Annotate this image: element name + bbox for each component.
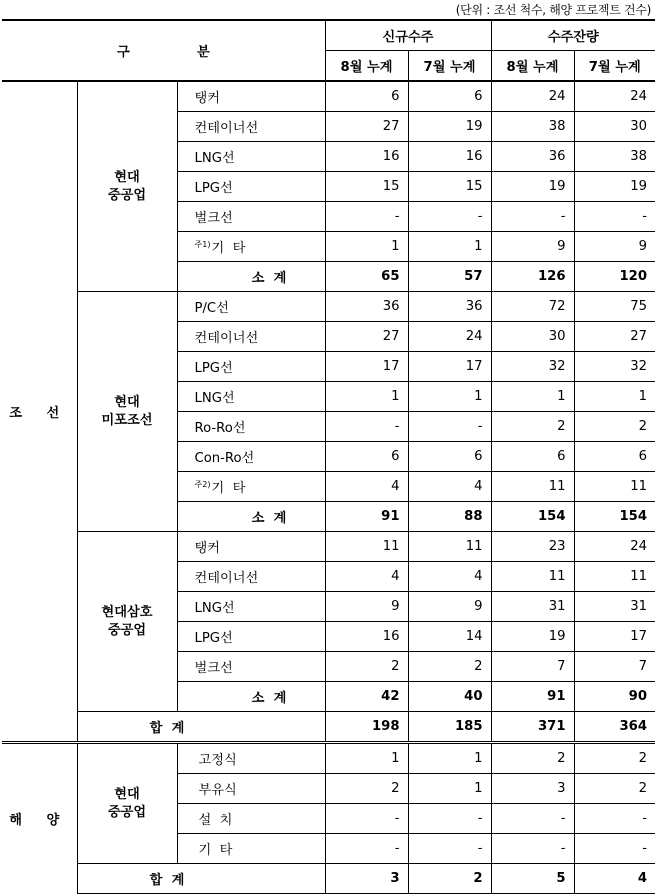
ship-type: [177, 532, 325, 562]
section-label: 조 선: [9, 406, 70, 421]
cell-new-aug: 6: [325, 81, 408, 112]
company-name: 현대 중공업: [77, 743, 177, 864]
table-row: [2, 532, 655, 562]
ship-type-label: P/C선: [194, 301, 229, 316]
cell-bl-aug: 11: [491, 562, 574, 592]
cell-new-jul: 1: [408, 232, 491, 262]
cell-new-aug: 15: [325, 172, 408, 202]
cell-new-aug: 3: [325, 864, 408, 894]
order-status-table: [2, 19, 655, 894]
ship-type: [177, 202, 325, 232]
cell-bl-jul: 90: [574, 682, 655, 712]
cell-new-jul: 9: [408, 592, 491, 622]
cell-bl-jul: 2: [574, 743, 655, 774]
cell-new-aug: 17: [325, 352, 408, 382]
cell-bl-aug: 24: [491, 81, 574, 112]
cell-bl-aug: -: [491, 834, 574, 864]
cell-bl-aug: 23: [491, 532, 574, 562]
total-row: [2, 712, 655, 743]
subtotal-text: 소 계: [251, 271, 287, 286]
ship-type: [177, 472, 325, 502]
cell-bl-aug: 5: [491, 864, 574, 894]
cell-new-aug: 1: [325, 382, 408, 412]
cell-new-jul: -: [408, 412, 491, 442]
cell-bl-jul: 1: [574, 382, 655, 412]
company-name: 현대 미포조선: [77, 292, 177, 532]
cell-bl-jul: 27: [574, 322, 655, 352]
cell-new-jul: 6: [408, 442, 491, 472]
section-shipbuilding: [2, 81, 77, 743]
cell-bl-aug: 36: [491, 142, 574, 172]
cell-bl-aug: 6: [491, 442, 574, 472]
ship-type: [177, 322, 325, 352]
cell-bl-jul: 17: [574, 622, 655, 652]
ship-type-label: Ro-Ro선: [194, 421, 246, 436]
company-name: 현대삼호 중공업: [77, 532, 177, 712]
cell-bl-aug: 19: [491, 172, 574, 202]
ship-type-label: 컨테이너선: [194, 331, 259, 346]
cell-new-aug: 27: [325, 322, 408, 352]
cell-bl-jul: 32: [574, 352, 655, 382]
cell-new-jul: 88: [408, 502, 491, 532]
header-new-aug: 8월 누계: [325, 51, 408, 82]
ship-type-label: LPG선: [194, 631, 233, 646]
ship-type: [177, 112, 325, 142]
cell-bl-aug: 2: [491, 412, 574, 442]
header-new-jul: 7월 누계: [408, 51, 491, 82]
cell-bl-aug: -: [491, 202, 574, 232]
total-label: [77, 712, 325, 743]
cell-new-jul: 185: [408, 712, 491, 743]
cell-bl-aug: 371: [491, 712, 574, 743]
total-row: [2, 864, 655, 894]
cell-bl-jul: 75: [574, 292, 655, 322]
ship-type-label: 기 타: [211, 241, 246, 256]
cell-new-aug: -: [325, 202, 408, 232]
cell-new-aug: -: [325, 412, 408, 442]
ship-type-label: 기 타: [211, 481, 246, 496]
cell-bl-jul: -: [574, 804, 655, 834]
cell-bl-aug: 32: [491, 352, 574, 382]
subtotal-label: [177, 502, 325, 532]
project-type: [177, 804, 325, 834]
cell-new-aug: 2: [325, 652, 408, 682]
header-category: [2, 20, 325, 81]
ship-type: [177, 442, 325, 472]
footnote-mark: 주1): [194, 240, 211, 249]
cell-new-jul: 36: [408, 292, 491, 322]
ship-type: [177, 592, 325, 622]
project-type-label: 설 치: [198, 813, 233, 828]
cell-new-aug: 4: [325, 562, 408, 592]
header-backlog: 수주잔량: [491, 20, 655, 51]
cell-new-aug: -: [325, 834, 408, 864]
cell-new-aug: 6: [325, 442, 408, 472]
subtotal-text: 소 계: [251, 511, 287, 526]
cell-new-jul: -: [408, 804, 491, 834]
section-offshore: [2, 743, 77, 894]
cell-new-jul: 24: [408, 322, 491, 352]
footnote-mark: 주2): [194, 480, 211, 489]
project-type: [177, 774, 325, 804]
cell-new-jul: -: [408, 202, 491, 232]
cell-bl-aug: 1: [491, 382, 574, 412]
cell-new-aug: 91: [325, 502, 408, 532]
ship-type-label: 벌크선: [194, 211, 233, 226]
cell-bl-aug: 11: [491, 472, 574, 502]
cell-new-jul: 2: [408, 864, 491, 894]
table-row: [2, 743, 655, 774]
cell-new-aug: 198: [325, 712, 408, 743]
cell-bl-jul: 6: [574, 442, 655, 472]
ship-type-label: LNG선: [194, 151, 235, 166]
ship-type-label: 탱커: [194, 541, 220, 556]
cell-new-aug: 9: [325, 592, 408, 622]
ship-type: [177, 652, 325, 682]
header-category-b: 분: [197, 45, 210, 60]
cell-bl-jul: 120: [574, 262, 655, 292]
cell-new-aug: 1: [325, 743, 408, 774]
cell-bl-jul: 4: [574, 864, 655, 894]
section-label: 해 양: [9, 813, 70, 829]
cell-bl-jul: 11: [574, 472, 655, 502]
ship-type-label: LPG선: [194, 181, 233, 196]
ship-type: [177, 622, 325, 652]
cell-new-aug: 65: [325, 262, 408, 292]
ship-type: [177, 562, 325, 592]
cell-new-jul: 2: [408, 652, 491, 682]
cell-new-jul: 4: [408, 562, 491, 592]
cell-bl-aug: 7: [491, 652, 574, 682]
ship-type-label: LPG선: [194, 361, 233, 376]
total-label: [77, 864, 325, 894]
cell-bl-jul: 11: [574, 562, 655, 592]
ship-type-label: Con-Ro선: [194, 451, 255, 466]
ship-type: [177, 81, 325, 112]
cell-new-aug: 11: [325, 532, 408, 562]
project-type-label: 고정식: [198, 753, 237, 768]
table-row: [2, 81, 655, 112]
ship-type: [177, 292, 325, 322]
cell-bl-aug: 31: [491, 592, 574, 622]
cell-bl-jul: 9: [574, 232, 655, 262]
cell-bl-jul: -: [574, 202, 655, 232]
cell-new-jul: 1: [408, 774, 491, 804]
cell-bl-jul: -: [574, 834, 655, 864]
cell-bl-jul: 38: [574, 142, 655, 172]
ship-type-label: 탱커: [194, 91, 220, 106]
ship-type: [177, 232, 325, 262]
cell-bl-jul: 30: [574, 112, 655, 142]
project-type: [177, 834, 325, 864]
table-row: [2, 292, 655, 322]
ship-type-label: 컨테이너선: [194, 121, 259, 136]
project-type: [177, 743, 325, 774]
cell-bl-aug: 3: [491, 774, 574, 804]
cell-new-jul: 14: [408, 622, 491, 652]
ship-type-label: 벌크선: [194, 661, 233, 676]
cell-new-aug: 2: [325, 774, 408, 804]
cell-new-jul: 19: [408, 112, 491, 142]
subtotal-text: 소 계: [251, 691, 287, 706]
cell-new-jul: 4: [408, 472, 491, 502]
cell-bl-jul: 2: [574, 774, 655, 804]
cell-new-aug: 42: [325, 682, 408, 712]
ship-type: [177, 142, 325, 172]
cell-new-jul: 1: [408, 743, 491, 774]
cell-bl-aug: 91: [491, 682, 574, 712]
cell-new-jul: 17: [408, 352, 491, 382]
ship-type: [177, 382, 325, 412]
cell-bl-aug: 30: [491, 322, 574, 352]
cell-new-aug: 36: [325, 292, 408, 322]
cell-new-jul: 15: [408, 172, 491, 202]
cell-new-jul: 6: [408, 81, 491, 112]
cell-new-jul: -: [408, 834, 491, 864]
cell-bl-jul: 19: [574, 172, 655, 202]
header-backlog-aug: 8월 누계: [491, 51, 574, 82]
ship-type: [177, 172, 325, 202]
cell-bl-aug: 38: [491, 112, 574, 142]
cell-bl-aug: 19: [491, 622, 574, 652]
header-new-orders: 신규수주: [325, 20, 491, 51]
cell-bl-jul: 24: [574, 532, 655, 562]
cell-new-aug: 27: [325, 112, 408, 142]
cell-new-aug: -: [325, 804, 408, 834]
cell-bl-aug: 72: [491, 292, 574, 322]
ship-type-label: LNG선: [194, 601, 235, 616]
cell-new-aug: 16: [325, 142, 408, 172]
cell-new-jul: 1: [408, 382, 491, 412]
header-category-a: 구: [117, 45, 130, 60]
cell-new-aug: 4: [325, 472, 408, 502]
subtotal-label: [177, 682, 325, 712]
cell-bl-jul: 154: [574, 502, 655, 532]
cell-bl-aug: -: [491, 804, 574, 834]
cell-new-aug: 1: [325, 232, 408, 262]
project-type-label: 부유식: [198, 783, 237, 798]
cell-bl-aug: 9: [491, 232, 574, 262]
ship-type: [177, 352, 325, 382]
cell-new-jul: 40: [408, 682, 491, 712]
total-text: 합 계: [149, 721, 185, 736]
project-type-label: 기 타: [198, 843, 233, 858]
cell-new-aug: 16: [325, 622, 408, 652]
ship-type: [177, 412, 325, 442]
subtotal-label: [177, 262, 325, 292]
cell-bl-jul: 364: [574, 712, 655, 743]
cell-bl-aug: 126: [491, 262, 574, 292]
cell-bl-jul: 7: [574, 652, 655, 682]
cell-bl-jul: 31: [574, 592, 655, 622]
cell-bl-aug: 2: [491, 743, 574, 774]
ship-type-label: LNG선: [194, 391, 235, 406]
total-text: 합 계: [149, 873, 185, 888]
ship-type-label: 컨테이너선: [194, 571, 259, 586]
cell-new-jul: 57: [408, 262, 491, 292]
cell-new-jul: 11: [408, 532, 491, 562]
cell-bl-jul: 24: [574, 81, 655, 112]
cell-new-jul: 16: [408, 142, 491, 172]
cell-bl-aug: 154: [491, 502, 574, 532]
header-backlog-jul: 7월 누계: [574, 51, 655, 82]
unit-note: (단위 : 조선 척수, 해양 프로젝트 건수): [455, 3, 651, 17]
company-name: 현대 중공업: [77, 81, 177, 292]
cell-bl-jul: 2: [574, 412, 655, 442]
